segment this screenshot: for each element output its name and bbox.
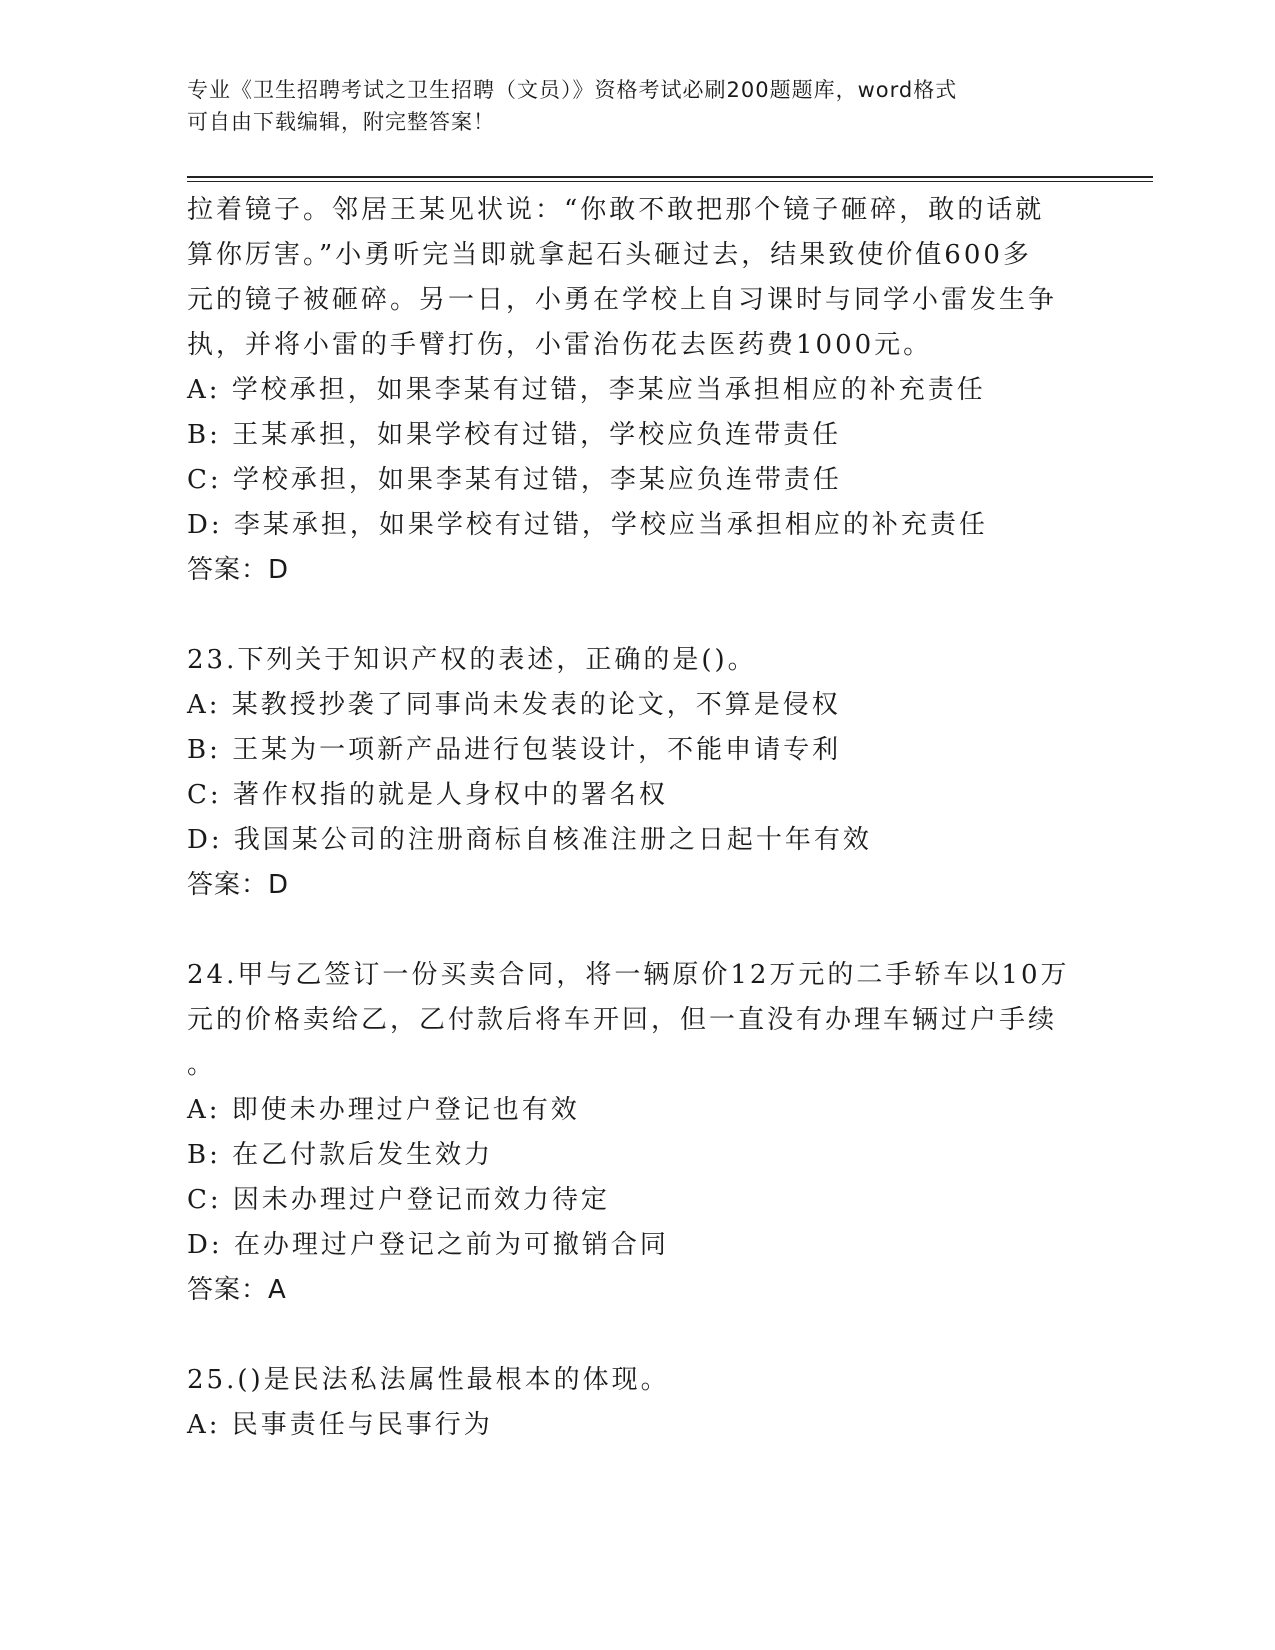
question-22-continued (187, 188, 1087, 593)
spacer (187, 908, 1087, 953)
stem-line: 算你厉害。”小勇听完当即就拿起石头砸过去，结果致使价值600多 (187, 240, 1032, 270)
stem-line: 元的价格卖给乙，乙付款后将车开回，但一直没有办理车辆过户手续 (187, 1005, 1058, 1035)
option-a: A: 即使未办理过户登记也有效 (187, 1095, 580, 1125)
option-a: A: 学校承担，如果李某有过错，李某应当承担相应的补充责任 (187, 375, 986, 405)
stem-line: 拉着镜子。邻居王某见状说：“你敢不敢把那个镜子砸碎，敢的话就 (187, 195, 1045, 225)
stem-line: 。 (187, 1050, 217, 1080)
question-content (187, 188, 1087, 1448)
answer-line: 答案：D (187, 555, 290, 585)
option-d: D: 我国某公司的注册商标自核准注册之日起十年有效 (187, 825, 872, 855)
option-b: B: 在乙付款后发生效力 (187, 1140, 494, 1170)
option-a: A: 某教授抄袭了同事尚未发表的论文，不算是侵权 (187, 690, 841, 720)
option-d: D: 在办理过户登记之前为可撤销合同 (187, 1230, 669, 1260)
option-d: D: 李某承担，如果学校有过错，学校应当承担相应的补充责任 (187, 510, 988, 540)
question-23 (187, 638, 1087, 908)
header-divider-thin (187, 181, 1153, 182)
stem-line: 25.()是民法私法属性最根本的体现。 (187, 1365, 670, 1395)
header-divider-thick (187, 176, 1153, 178)
answer-line: 答案：D (187, 870, 290, 900)
option-c: C: 学校承担，如果李某有过错，李某应负连带责任 (187, 465, 842, 495)
answer-line: 答案：A (187, 1275, 287, 1305)
document-header (187, 74, 1067, 138)
question-25 (187, 1358, 1087, 1448)
stem-line: 23.下列关于知识产权的表述，正确的是()。 (187, 645, 757, 675)
option-b: B: 王某承担，如果学校有过错，学校应负连带责任 (187, 420, 842, 450)
option-c: C: 因未办理过户登记而效力待定 (187, 1185, 610, 1215)
question-stem (187, 953, 1087, 1088)
spacer (187, 593, 1087, 638)
spacer (187, 1313, 1087, 1358)
stem-line: 24.甲与乙签订一份买卖合同，将一辆原价12万元的二手轿车以10万 (187, 960, 1070, 990)
option-c: C: 著作权指的就是人身权中的署名权 (187, 780, 668, 810)
option-a: A: 民事责任与民事行为 (187, 1410, 493, 1440)
question-stem (187, 1358, 1087, 1403)
option-b: B: 王某为一项新产品进行包装设计，不能申请专利 (187, 735, 842, 765)
header-line-1: 专业《卫生招聘考试之卫生招聘（文员）》资格考试必刷200题题库，word格式 (187, 78, 958, 102)
question-24 (187, 953, 1087, 1313)
header-line-2: 可自由下载编辑，附完整答案！ (187, 110, 495, 134)
stem-line: 元的镜子被砸碎。另一日，小勇在学校上自习课时与同学小雷发生争 (187, 285, 1058, 315)
question-stem (187, 638, 1087, 683)
question-stem (187, 188, 1087, 368)
stem-line: 执，并将小雷的手臂打伤，小雷治伤花去医药费1000元。 (187, 330, 933, 360)
